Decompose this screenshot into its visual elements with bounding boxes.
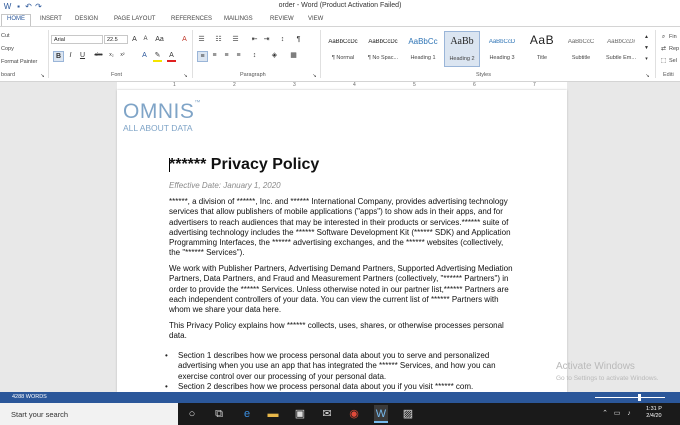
paragraph-group-label: Paragraph (240, 72, 266, 78)
ribbon-tabs (0, 14, 680, 26)
group-divider (48, 30, 49, 78)
bold-icon[interactable]: B (53, 51, 64, 62)
style-sample: AaBbCcC (567, 39, 595, 45)
style-name: Subtitle (571, 55, 591, 61)
cut-button[interactable]: Cut (1, 33, 10, 39)
volume-icon[interactable]: ♪ (627, 410, 631, 417)
paragraph-dialog-launcher-icon[interactable]: ↘ (312, 73, 317, 79)
network-icon[interactable]: ▭ (613, 410, 621, 417)
style-name: ¶ Normal (331, 55, 355, 61)
numbering-icon[interactable]: ☷ (215, 36, 222, 43)
replace-icon[interactable]: ⇄ (660, 46, 667, 52)
bullet-marker: • (165, 351, 168, 360)
title-bar (0, 0, 680, 14)
logo-trademark: ™ (194, 100, 201, 106)
align-center-icon[interactable]: ≡ (212, 52, 217, 59)
task-view-icon[interactable]: ○ (188, 408, 196, 420)
style-subtitle[interactable] (563, 31, 599, 67)
word-count[interactable]: 4288 WORDS (12, 394, 47, 400)
word-app-icon: W (3, 2, 12, 11)
style-title[interactable] (524, 31, 560, 67)
tab-view[interactable]: VIEW (308, 16, 324, 22)
window-title: order - Word (Product Activation Failed) (278, 2, 402, 9)
highlight-icon[interactable]: ✎ (153, 51, 162, 62)
tab-design[interactable]: DESIGN (75, 16, 99, 22)
clipboard-group-label: board (1, 72, 16, 78)
decrease-indent-icon[interactable]: ⇤ (251, 36, 258, 43)
shading-icon[interactable]: ◈ (271, 52, 278, 59)
tab-insert[interactable]: INSERT (40, 16, 62, 22)
group-divider (320, 30, 321, 78)
style-normal[interactable] (325, 31, 361, 67)
show-formatting-marks-icon[interactable]: ¶ (296, 36, 301, 43)
mail-icon[interactable]: ✉ (322, 408, 332, 420)
tab-page-layout[interactable]: PAGE LAYOUT (114, 16, 156, 22)
borders-icon[interactable]: ▦ (290, 52, 297, 59)
format-painter-button[interactable]: Format Painter (1, 59, 38, 65)
change-case-icon[interactable]: Aa (155, 36, 164, 43)
font-dialog-launcher-icon[interactable]: ↘ (183, 73, 188, 79)
ruler-number: 3 (293, 82, 296, 88)
sort-icon[interactable]: ↕ (280, 36, 285, 43)
ruler-number: 5 (413, 82, 416, 88)
italic-icon[interactable]: I (69, 52, 72, 59)
document-page[interactable] (117, 90, 567, 392)
tab-home[interactable]: HOME (1, 14, 31, 26)
select-icon[interactable]: ⬚ (660, 58, 667, 64)
styles-more-icon[interactable]: ▾ (645, 56, 648, 62)
find-icon[interactable]: ⌕ (661, 34, 666, 40)
ribbon (0, 26, 680, 82)
activation-watermark-subtitle: Go to Settings to activate Windows. (556, 375, 659, 382)
clock-time: 1:31 P (646, 406, 662, 412)
style-heading-1[interactable] (405, 31, 441, 67)
font-color-icon[interactable]: A (167, 51, 176, 62)
search-placeholder: Start your search (11, 410, 69, 419)
copy-button[interactable]: Copy (1, 46, 14, 52)
justify-icon[interactable]: ≡ (236, 52, 241, 59)
ruler-number: 1 (173, 82, 176, 88)
style-name: Heading 2 (449, 56, 475, 62)
superscript-icon[interactable]: x² (120, 52, 125, 58)
underline-icon[interactable]: U (79, 52, 86, 59)
status-bar (0, 392, 680, 403)
editing-group-label: Editi (663, 72, 674, 78)
bullet-marker: • (165, 382, 168, 391)
style-sample: AaBbCcD (488, 39, 516, 45)
style-name: ¶ No Spac... (367, 55, 399, 61)
style-name: Subtle Em... (606, 55, 636, 61)
font-name-combo[interactable]: Arial (51, 35, 103, 44)
style-sample: AaBbCc (408, 37, 438, 46)
styles-scroll-up-icon[interactable]: ▲ (644, 34, 649, 40)
zoom-slider[interactable] (595, 397, 665, 398)
omnis-logo (123, 100, 201, 124)
paragraph-1: ******, a division of ******, Inc. and ****** International Company, provides advertising technology services that allow publishers of mobile applications ("apps") to show ads in their apps, and for advertisers to reach audiences that may be interested in their products or services.****** suite of advertising technology includes the ****** Software Development Kit (****** SDK) and Application Programming Interfaces, the ****** advertising exchanges, and the ****** websites (collectively, the "****** Services"). (169, 197, 511, 258)
ruler-number: 6 (473, 82, 476, 88)
style-heading-3[interactable] (484, 31, 520, 67)
taskbar-search-box[interactable] (0, 403, 178, 425)
bullet-item-2: Section 2 describes how we process personal data about you if you visit ****** com. (178, 382, 474, 391)
grow-font-icon[interactable]: A (132, 36, 137, 43)
taskbar (0, 403, 680, 425)
clear-formatting-icon[interactable]: A (182, 36, 187, 43)
style-sample: AaB (529, 33, 555, 47)
group-divider (192, 30, 193, 78)
store-icon[interactable]: ▣ (294, 408, 306, 420)
photos-icon[interactable]: ▨ (402, 408, 414, 420)
styles-scroll-down-icon[interactable]: ▼ (644, 45, 649, 51)
chrome-icon[interactable]: ◉ (349, 408, 359, 420)
ruler-number: 7 (533, 82, 536, 88)
style-name: Heading 3 (489, 55, 515, 61)
bullets-icon[interactable]: ☰ (198, 36, 205, 43)
ruler-number: 2 (233, 82, 236, 88)
redo-icon[interactable]: ↷ (35, 2, 42, 11)
style-sample: AaBbCcDc (328, 39, 358, 45)
people-icon[interactable]: ⌃ (602, 410, 608, 417)
file-explorer-icon[interactable]: ▬ (267, 408, 279, 420)
style-sample: AaBb (450, 36, 474, 47)
document-heading: ****** Privacy Policy (169, 156, 320, 173)
style-no-spacing[interactable] (365, 31, 401, 67)
task-switcher-icon[interactable]: ⧉ (215, 408, 223, 420)
activation-watermark-title: Activate Windows (556, 361, 635, 372)
font-group-label: Font (111, 72, 123, 78)
save-icon[interactable]: ▪ (17, 2, 20, 11)
select-button[interactable]: Sel (669, 58, 677, 64)
group-divider (655, 30, 656, 78)
find-button[interactable]: Fin (669, 34, 677, 40)
zoom-slider-thumb[interactable] (638, 394, 641, 401)
bullet-item-1: Section 1 describes how we process personal data about you to serve and personalized advertising when you use an app that has integrated the ****** Services, and how you can exercise control over our processing of your personal data. (178, 351, 496, 381)
logo-name: OMNIS (123, 100, 195, 123)
ruler-number: 4 (353, 82, 356, 88)
dialog-launcher-icon[interactable]: ↘ (40, 73, 45, 79)
styles-group-label: Styles (476, 72, 491, 78)
shrink-font-icon[interactable]: A (143, 36, 148, 42)
undo-icon[interactable]: ↶ (25, 2, 32, 11)
paragraph-2: We work with Publisher Partners, Advertising Demand Partners, Supported Advertising Mediation Partners, Data Partners, and Fraud and Measurement Partners (collectively, "****** Partners") in order to provide the ****** Services. Unless otherwise noted in our partner list,****** Partners are each independent controllers of your data. You can view the current list of ****** Partners with whom we share your data here. (169, 264, 513, 315)
text-effects-icon[interactable]: A (142, 52, 147, 59)
edge-icon[interactable]: e (243, 408, 251, 420)
system-clock[interactable] (646, 406, 662, 420)
style-subtle-emphasis[interactable] (603, 31, 639, 67)
tab-review[interactable]: REVIEW (270, 16, 294, 22)
line-spacing-icon[interactable]: ↕ (252, 52, 257, 59)
increase-indent-icon[interactable]: ⇥ (263, 36, 270, 43)
subscript-icon[interactable]: x₂ (109, 52, 114, 58)
tab-mailings[interactable]: MAILINGS (224, 16, 253, 22)
replace-button[interactable]: Rep (669, 46, 680, 52)
style-name: Title (536, 55, 548, 61)
align-right-icon[interactable]: ≡ (224, 52, 229, 59)
logo-tagline: ALL ABOUT DATA (123, 123, 193, 133)
style-sample: AaBbCcDc (368, 39, 398, 45)
style-heading-2[interactable] (444, 31, 480, 67)
font-size-combo[interactable]: 22.5 (104, 35, 128, 44)
style-sample: AaBbCcDi (607, 39, 635, 45)
style-name: Heading 1 (410, 55, 436, 61)
clock-date: 2/4/20 (646, 413, 662, 419)
styles-dialog-launcher-icon[interactable]: ↘ (645, 73, 650, 79)
strikethrough-icon[interactable]: abc (94, 52, 103, 58)
word-taskbar-icon[interactable]: W (374, 405, 388, 423)
align-left-icon[interactable]: ≡ (197, 51, 208, 62)
paragraph-3: This Privacy Policy explains how ****** collects, uses, shares, or otherwise processes personal data. (169, 321, 504, 341)
effective-date: Effective Date: January 1, 2020 (169, 181, 281, 190)
tab-references[interactable]: REFERENCES (171, 16, 213, 22)
multilevel-list-icon[interactable]: ☰ (232, 36, 239, 43)
